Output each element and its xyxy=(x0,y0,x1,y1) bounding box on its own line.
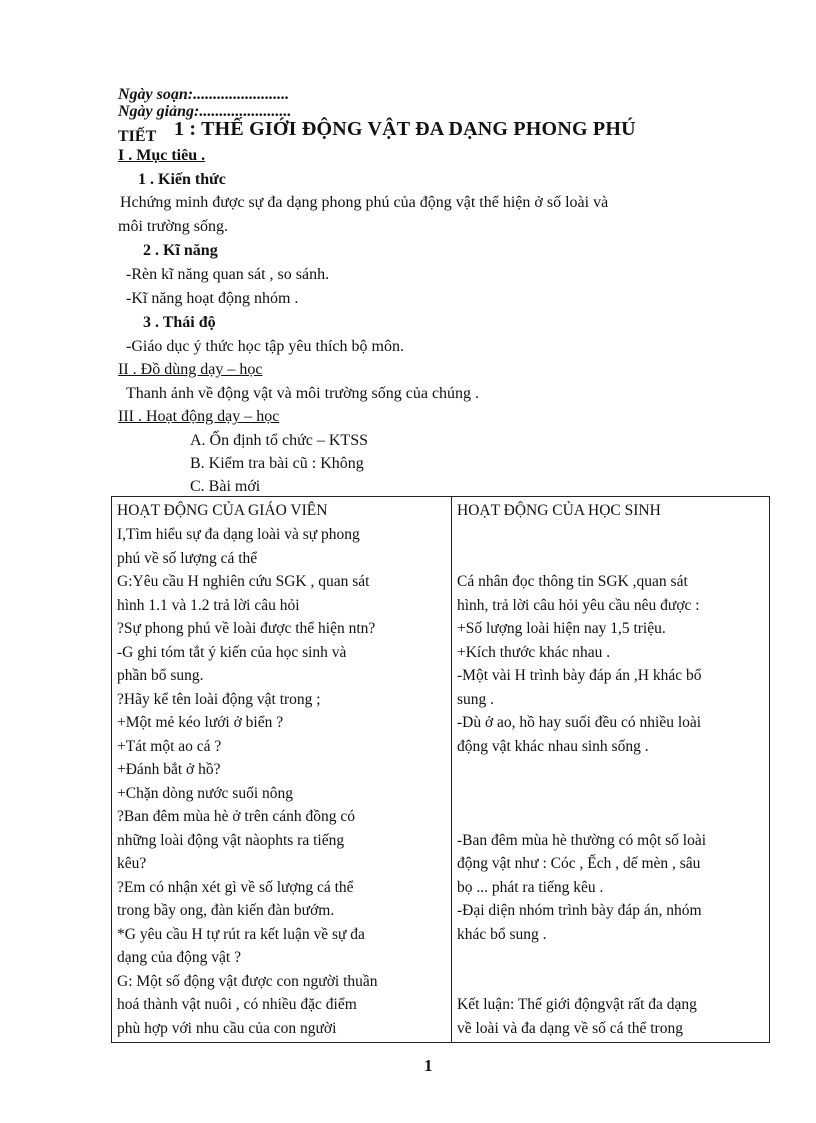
ki-nang-line-1: -Rèn kĩ năng quan sát , so sánh. xyxy=(126,266,330,283)
teacher-header: HOẠT ĐỘNG CỦA GIÁO VIÊN xyxy=(117,502,328,519)
student-header: HOẠT ĐỘNG CỦA HỌC SINH xyxy=(457,502,661,519)
tiet-label: TIẾT xyxy=(118,128,157,145)
list-item-c: C. Bài mới xyxy=(190,478,261,495)
table-line: hình, trả lời câu hỏi yêu cầu nêu được : xyxy=(457,596,700,614)
table-line xyxy=(457,523,764,547)
table-line: về loài và đa dạng về số cá thể trong xyxy=(457,1019,683,1037)
ki-nang-line-2: -Kĩ năng hoạt động nhóm . xyxy=(126,290,299,307)
table-line: G: Một số động vật được con người thuần xyxy=(117,972,378,990)
table-line: Cá nhân đọc thông tin SGK ,quan sát xyxy=(457,573,688,590)
table-line: hoá thành vật nuôi , có nhiều đặc điểm xyxy=(117,996,357,1013)
table-line xyxy=(457,547,764,571)
table-line: phù hợp với nhu cầu của con người xyxy=(117,1019,337,1037)
do-dung-line-1: Thanh ảnh về động vật và môi trường sống của chúng . xyxy=(126,385,480,402)
page-number: 1 xyxy=(424,1056,433,1075)
table-line: ?Ban đêm mùa hè ở trên cánh đồng có xyxy=(117,808,356,825)
table-line xyxy=(457,970,764,994)
kien-thuc-line-2: môi trường sống. xyxy=(118,218,229,235)
table-line: khác bổ sung . xyxy=(457,925,547,943)
heading-ki-nang: 2 . Kĩ năng xyxy=(143,242,218,259)
table-line xyxy=(457,782,764,806)
table-line: hình 1.1 và 1.2 trả lời câu hỏi xyxy=(117,596,300,614)
student-column xyxy=(452,497,770,1043)
table-line: +Đánh bắt ở hồ? xyxy=(117,761,221,778)
table-line: G:Yêu cầu H nghiên cứu SGK , quan sát xyxy=(117,573,370,590)
table-line: ?Sự phong phú về loài được thể hiện ntn? xyxy=(117,620,376,637)
student-lines xyxy=(457,523,764,1040)
table-line: ?Em có nhận xét gì về số lượng cá thể xyxy=(117,878,354,896)
teacher-column xyxy=(112,497,452,1043)
section-muc-tieu: I . Mục tiêu . xyxy=(118,147,206,164)
table-line: những loài động vật nàophts ra tiếng xyxy=(117,831,345,849)
table-line: động vật khác nhau sinh sống . xyxy=(457,737,649,755)
kien-thuc-line-1: Hchứng minh được sự đa dạng phong phú của động vật thể hiện ở số loài và xyxy=(120,194,609,211)
table-line: ?Hãy kể tên loài động vật trong ; xyxy=(117,690,321,708)
table-line: -Một vài H trình bày đáp án ,H khác bổ xyxy=(457,667,702,684)
thai-do-line-1: -Giáo dục ý thức học tập yêu thích bộ môn. xyxy=(126,338,404,355)
ngay-soan: Ngày soạn:........................ xyxy=(118,86,290,103)
list-item-a: A. Ổn định tổ chức – KTSS xyxy=(190,432,368,449)
table-line: I,Tìm hiểu sự đa dạng loài và sự phong xyxy=(117,526,360,543)
table-line: +Tát một ao cá ? xyxy=(117,737,222,755)
table-line: sung . xyxy=(457,690,495,708)
table-line: Kết luận: Thế giới độngvật rất đa dạng xyxy=(457,996,697,1013)
table-line: +Số lượng loài hiện nay 1,5 triệu. xyxy=(457,620,666,637)
activity-table xyxy=(111,496,770,1043)
list-item-b: B. Kiểm tra bài cũ : Không xyxy=(190,455,364,472)
table-line: *G yêu cầu H tự rút ra kết luận về sự đa xyxy=(117,925,365,943)
heading-kien-thuc: 1 . Kiến thức xyxy=(138,171,226,188)
table-line: -Ban đêm mùa hè thường có một số loài xyxy=(457,831,707,849)
table-line: -Đại diện nhóm trình bày đáp án, nhóm xyxy=(457,902,702,919)
table-line xyxy=(457,946,764,970)
page-title: 1 : THẾ GIỚI ĐỘNG VẬT ĐA DẠNG PHONG PHÚ xyxy=(174,118,636,140)
table-line xyxy=(457,758,764,782)
table-line: -G ghi tóm tắt ý kiến của học sinh và xyxy=(117,643,347,661)
table-line: phần bổ sung. xyxy=(117,667,204,684)
table-line: +Một mẻ kéo lưới ở biển ? xyxy=(117,714,284,731)
table-line xyxy=(457,805,764,829)
heading-thai-do: 3 . Thái độ xyxy=(143,314,216,331)
ngay-giang: Ngày giảng:....................... xyxy=(118,103,292,120)
table-line: bọ ... phát ra tiếng kêu . xyxy=(457,878,604,896)
table-line: -Dù ở ao, hồ hay suối đều có nhiều loài xyxy=(457,714,702,731)
table-line: dạng của động vật ? xyxy=(117,949,241,966)
table-line: +Kích thước khác nhau . xyxy=(457,643,611,661)
section-do-dung: II . Đồ dùng dạy – học xyxy=(118,361,263,378)
table-line: kêu? xyxy=(117,855,147,872)
section-hoat-dong: III . Hoạt động dạy – học xyxy=(118,408,280,425)
table-line: trong bầy ong, đàn kiến đàn bướm. xyxy=(117,902,335,919)
teacher-lines xyxy=(117,523,446,1040)
table-line: phú về số lượng cá thể xyxy=(117,549,258,567)
table-line: động vật như : Cóc , Ếch , dế mèn , sâu xyxy=(457,855,701,872)
table-line: +Chặn dòng nước suối nông xyxy=(117,784,294,802)
